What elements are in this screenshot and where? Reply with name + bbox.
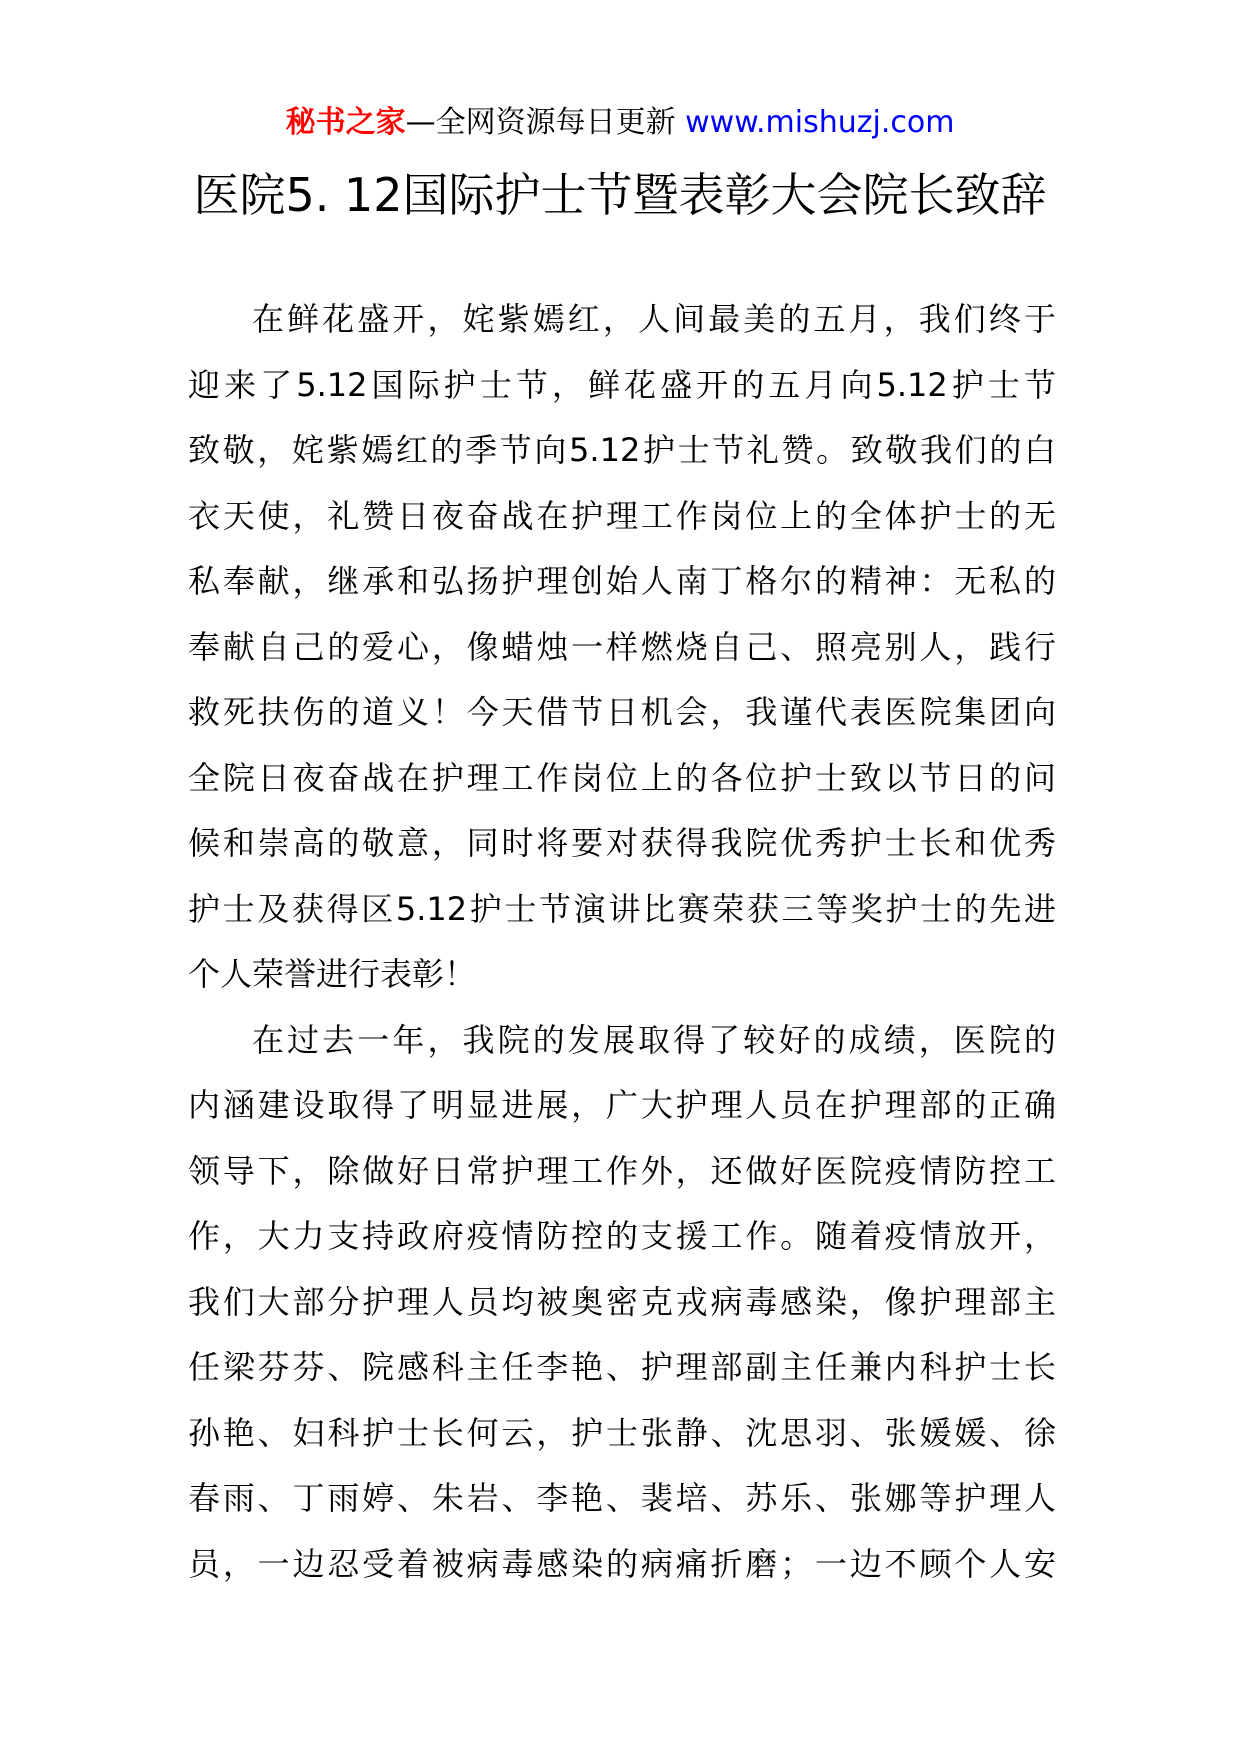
paragraph-line: 全院日夜奋战在护理工作岗位上的各位护士致以节日的问 bbox=[188, 758, 1056, 797]
paragraph-line: 领导下，除做好日常护理工作外，还做好医院疫情防控工 bbox=[188, 1151, 1056, 1190]
paragraph-line: 个人荣誉进行表彰！ bbox=[188, 955, 477, 993]
paragraph-line: 候和崇高的敬意，同时将要对获得我院优秀护士长和优秀 bbox=[188, 824, 1056, 862]
paragraph-line: 致敬，姹紫嫣红的季节向5.12护士节礼赞。致敬我们的白 bbox=[188, 431, 1056, 469]
document-title: 医院5. 12国际护士节暨表彰大会院长致辞 bbox=[193, 168, 1047, 222]
paragraph-line: 奉献自己的爱心，像蜡烛一样燃烧自己、照亮别人，践行 bbox=[188, 627, 1056, 666]
paragraph-line: 在过去一年，我院的发展取得了较好的成绩，医院的 bbox=[252, 1020, 1056, 1059]
paragraph-line: 作，大力支持政府疫情防控的支援工作。随着疫情放开， bbox=[188, 1217, 1056, 1255]
site-header bbox=[0, 100, 1240, 146]
paragraph-line: 内涵建设取得了明显进展，广大护理人员在护理部的正确 bbox=[188, 1086, 1056, 1124]
paragraph-line: 私奉献，继承和弘扬护理创始人南丁格尔的精神：无私的 bbox=[188, 562, 1056, 600]
document-body bbox=[188, 287, 1056, 1597]
paragraph-line: 孙艳、妇科护士长何云，护士张静、沈思羽、张媛媛、徐 bbox=[188, 1413, 1056, 1452]
paragraph-line: 护士及获得区5.12护士节演讲比赛荣获三等奖护士的先进 bbox=[188, 889, 1056, 928]
paragraph-line: 春雨、丁雨婷、朱岩、李艳、裴培、苏乐、张娜等护理人 bbox=[188, 1479, 1056, 1517]
paragraph-line: 衣天使，礼赞日夜奋战在护理工作岗位上的全体护士的无 bbox=[188, 496, 1056, 535]
paragraph-line: 在鲜花盛开，姹紫嫣红，人间最美的五月，我们终于 bbox=[252, 300, 1056, 338]
paragraph-line: 员，一边忍受着被病毒感染的病痛折磨；一边不顾个人安 bbox=[188, 1544, 1056, 1583]
paragraph-line: 我们大部分护理人员均被奥密克戎病毒感染，像护理部主 bbox=[188, 1282, 1056, 1321]
paragraph-line: 任梁芬芬、院感科主任李艳、护理部副主任兼内科护士长 bbox=[188, 1348, 1056, 1386]
paragraph-line: 救死扶伤的道义！今天借节日机会，我谨代表医院集团向 bbox=[188, 693, 1056, 731]
site-tagline: —全网资源每日更新 bbox=[405, 105, 676, 140]
site-brand: 秘书之家 bbox=[285, 105, 406, 140]
site-url-link[interactable]: www.mishuzj.com bbox=[685, 105, 955, 140]
paragraph-line: 迎来了5.12国际护士节，鲜花盛开的五月向5.12护士节 bbox=[188, 365, 1056, 404]
